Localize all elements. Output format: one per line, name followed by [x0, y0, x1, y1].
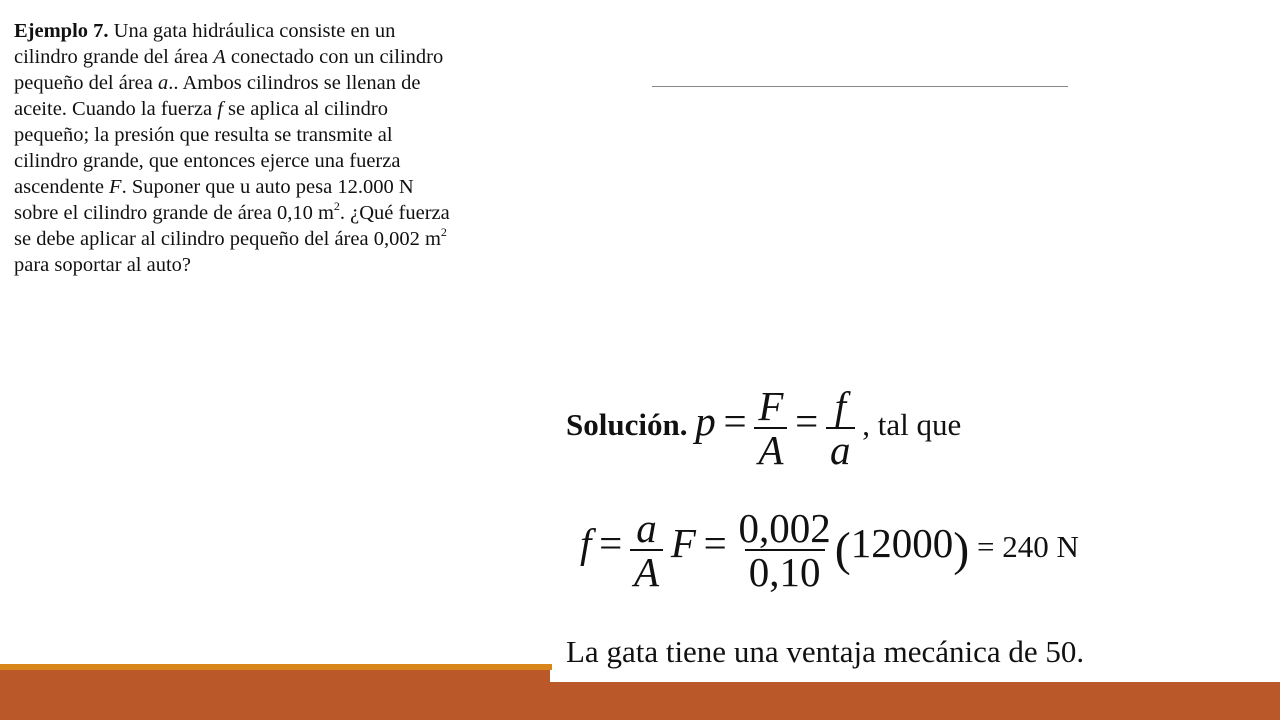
- problem-line: ascendente F. Suponer que u auto pesa 12.000 N: [14, 176, 414, 198]
- result-value: = 240 N: [976, 529, 1079, 565]
- fraction-f-over-a: $\frac{f}{a}$: [826, 388, 855, 468]
- problem-line: cilindro grande, que entonces ejerce una fuerza: [14, 150, 401, 172]
- problem-line: pequeño; la presión que resulta se transmite al: [14, 124, 393, 146]
- fraction-area-ratio: $\frac{0,002}{0,10}$: [738, 505, 831, 595]
- divider-line: [652, 86, 1068, 87]
- fraction-F-over-A: $\frac{F}{A}$: [754, 388, 787, 468]
- solution-label: Solución.: [566, 407, 688, 443]
- problem-line: sobre el cilindro grande de área 0,10 $m^2$. ¿Qué fuerza: [14, 199, 450, 224]
- problem-line: cilindro grande del área A conectado con un cilindro: [14, 46, 444, 68]
- conclusion-text: La gata tiene una ventaja mecánica de 50.: [566, 634, 1085, 669]
- problem-statement: [14, 18, 639, 278]
- problem-line: pequeño del área a.. Ambos cilindros se llenan de: [14, 72, 421, 94]
- fraction-a-over-A: $\frac{a}{A}$: [630, 510, 663, 590]
- problem-line: para soportar al auto?: [14, 254, 192, 276]
- problem-line: aceite. Cuando la fuerza f se aplica al cilindro: [14, 98, 388, 120]
- image-bottom-edge: [550, 670, 1280, 682]
- problem-line: Ejemplo 7. Una gata hidráulica consiste en un: [14, 20, 396, 42]
- example-heading: Ejemplo 7.: [14, 20, 109, 42]
- pressure-equation: Solución. p = $\frac{F}{A}$ = $\frac{f}{a}$ , tal que: [566, 383, 962, 473]
- tal-que-text: , tal que: [862, 407, 962, 443]
- pressure-symbol: p: [695, 398, 716, 445]
- problem-line: se debe aplicar al cilindro pequeño del área 0,002 $m^2$: [14, 225, 447, 250]
- force-calculation: f = $\frac{a}{A}$ F = $\frac{0,002}{0,10}$ (12000) = 240 N: [580, 505, 1079, 595]
